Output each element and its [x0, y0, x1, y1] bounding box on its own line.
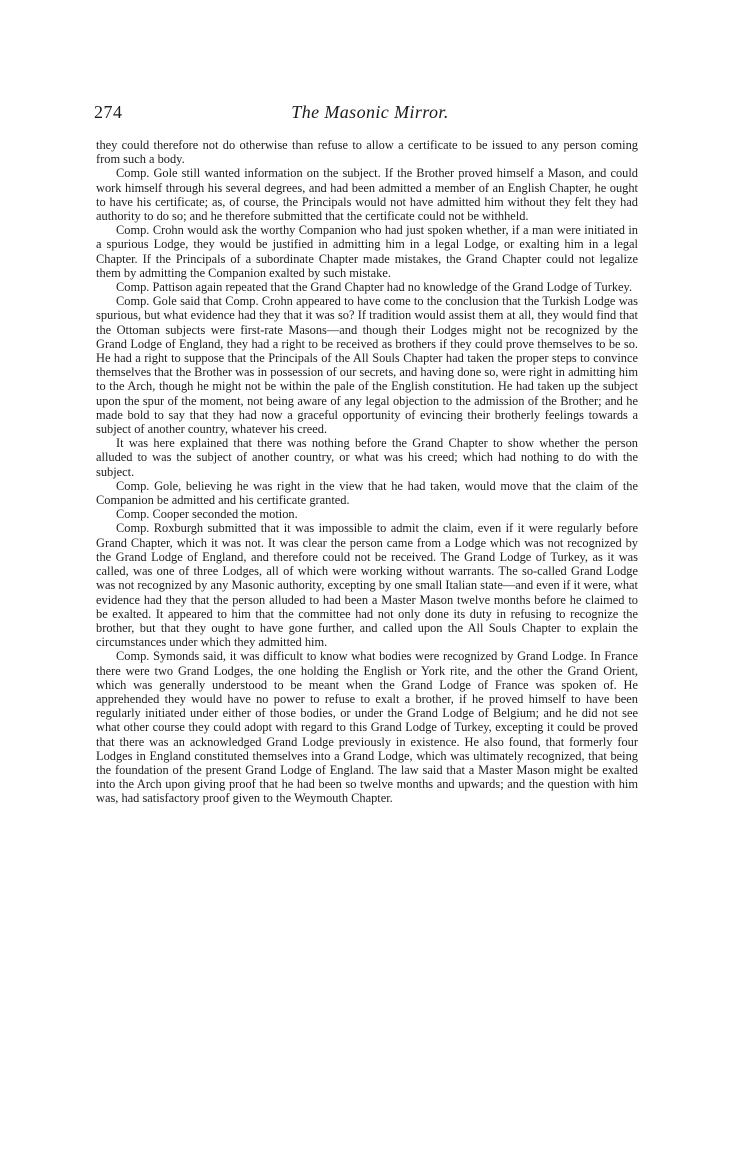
paragraph-roxburgh: Comp. Roxburgh submitted that it was impossible to admit the claim, even if it were regularly before Grand Chapter, which it was not. It was clear the person came from a Lodge which was not recognized by the Grand Lodge of England, and therefore could not be received. The Grand Lodge of Turkey, as it was called, was one of three Lodges, all of which were working without warrants. The so-called Grand Lodge was not recognized by any Masonic authority, excepting by one small Italian state—and even if it were, what evidence had they that the person alluded to had been a Master Mason twelve months before he claimed to be exalted. It appeared to him that the committee had not only done its duty in refusing to recognize the brother, but that they ought to have gone further, and called upon the All Souls Chapter to explain the circumstances under which they admitted him.: [96, 521, 638, 650]
paragraph-explanation: It was here explained that there was nothing before the Grand Chapter to show whether the person alluded to was the subject of another country, or what was his creed; which had nothing to do with the subject.: [96, 436, 638, 479]
paragraph-gole-information: Comp. Gole still wanted information on the subject. If the Brother proved himself a Mason, and could work himself through his several degrees, and had been admitted a member of an English Chapter, he ought to have his certificate; as, of course, the Principals would not have admitted him without they felt they had authority to do so; and he therefore submitted that the certificate could not be withheld.: [96, 166, 638, 224]
page-header: [94, 102, 646, 128]
page-number: 274: [94, 102, 123, 122]
running-title: The Masonic Mirror.: [291, 102, 449, 122]
paragraph-continuation: they could therefore not do otherwise than refuse to allow a certificate to be issued to any person coming from such a body.: [96, 138, 638, 167]
paragraph-symonds: Comp. Symonds said, it was difficult to know what bodies were recognized by Grand Lodge. In France there were two Grand Lodges, the one holding the English or York rite, and the other the Grand Orient, which was generally understood to be meant when the Grand Lodge of France was spoken of. He apprehended they would have no power to refuse to exalt a brother, if he proved himself to have been regularly initiated under either of those bodies, or under the Grand Lodge of Belgium; and he did not see what other course they could adopt with regard to this Grand Lodge of Turkey, excepting it could be proved that there was an acknowledged Grand Lodge previously in existence. He also found, that formerly four Lodges in England constituted themselves into a Grand Lodge, which was ultimately recognized, that being the foundation of the present Grand Lodge of England. The law said that a Master Mason might be exalted into the Arch upon giving proof that he had been so twelve months and upwards; and the question with him was, had satisfactory proof given to the Weymouth Chapter.: [96, 649, 638, 806]
article-body: [96, 138, 638, 806]
paragraph-pattison: Comp. Pattison again repeated that the Grand Chapter had no knowledge of the Grand Lodge of Turkey.: [116, 280, 633, 295]
paragraph-gole-motion: Comp. Gole, believing he was right in the view that he had taken, would move that the claim of the Companion be admitted and his certificate granted.: [96, 478, 638, 508]
paragraph-gole-reply: Comp. Gole said that Comp. Crohn appeared to have come to the conclusion that the Turkish Lodge was spurious, but what evidence had they that it was so? If tradition would assist them at all, they would find that the Ottoman subjects were first-rate Masons—and though their Lodges might not be recognized by the Grand Lodge of England, they had a right to be received as brothers if they could prove themselves to be so. He had a right to suppose that the Principals of the All Souls Chapter had taken the proper steps to convince themselves that the Brother was in possession of our secrets, and having done so, were right in admitting him to the Arch, though he might not be within the pale of the English constitution. He had taken up the subject upon the spur of the moment, not being aware of any legal objection to the admission of the Brother; and he made bold to say that they had now a graceful opportunity of evincing their brotherly feelings towards a subject of another country, whatever his creed.: [96, 294, 638, 437]
paragraph-crohn-question: Comp. Crohn would ask the worthy Companion who had just spoken whether, if a man were initiated in a spurious Lodge, they would be justified in admitting him in a legal Lodge, or exalting him in a legal Chapter. If the Principals of a subordinate Chapter made mistakes, the Grand Chapter could not legalize them by admitting the Companion exalted by such mistake.: [96, 223, 638, 280]
paragraph-cooper-seconded: Comp. Cooper seconded the motion.: [116, 507, 298, 522]
